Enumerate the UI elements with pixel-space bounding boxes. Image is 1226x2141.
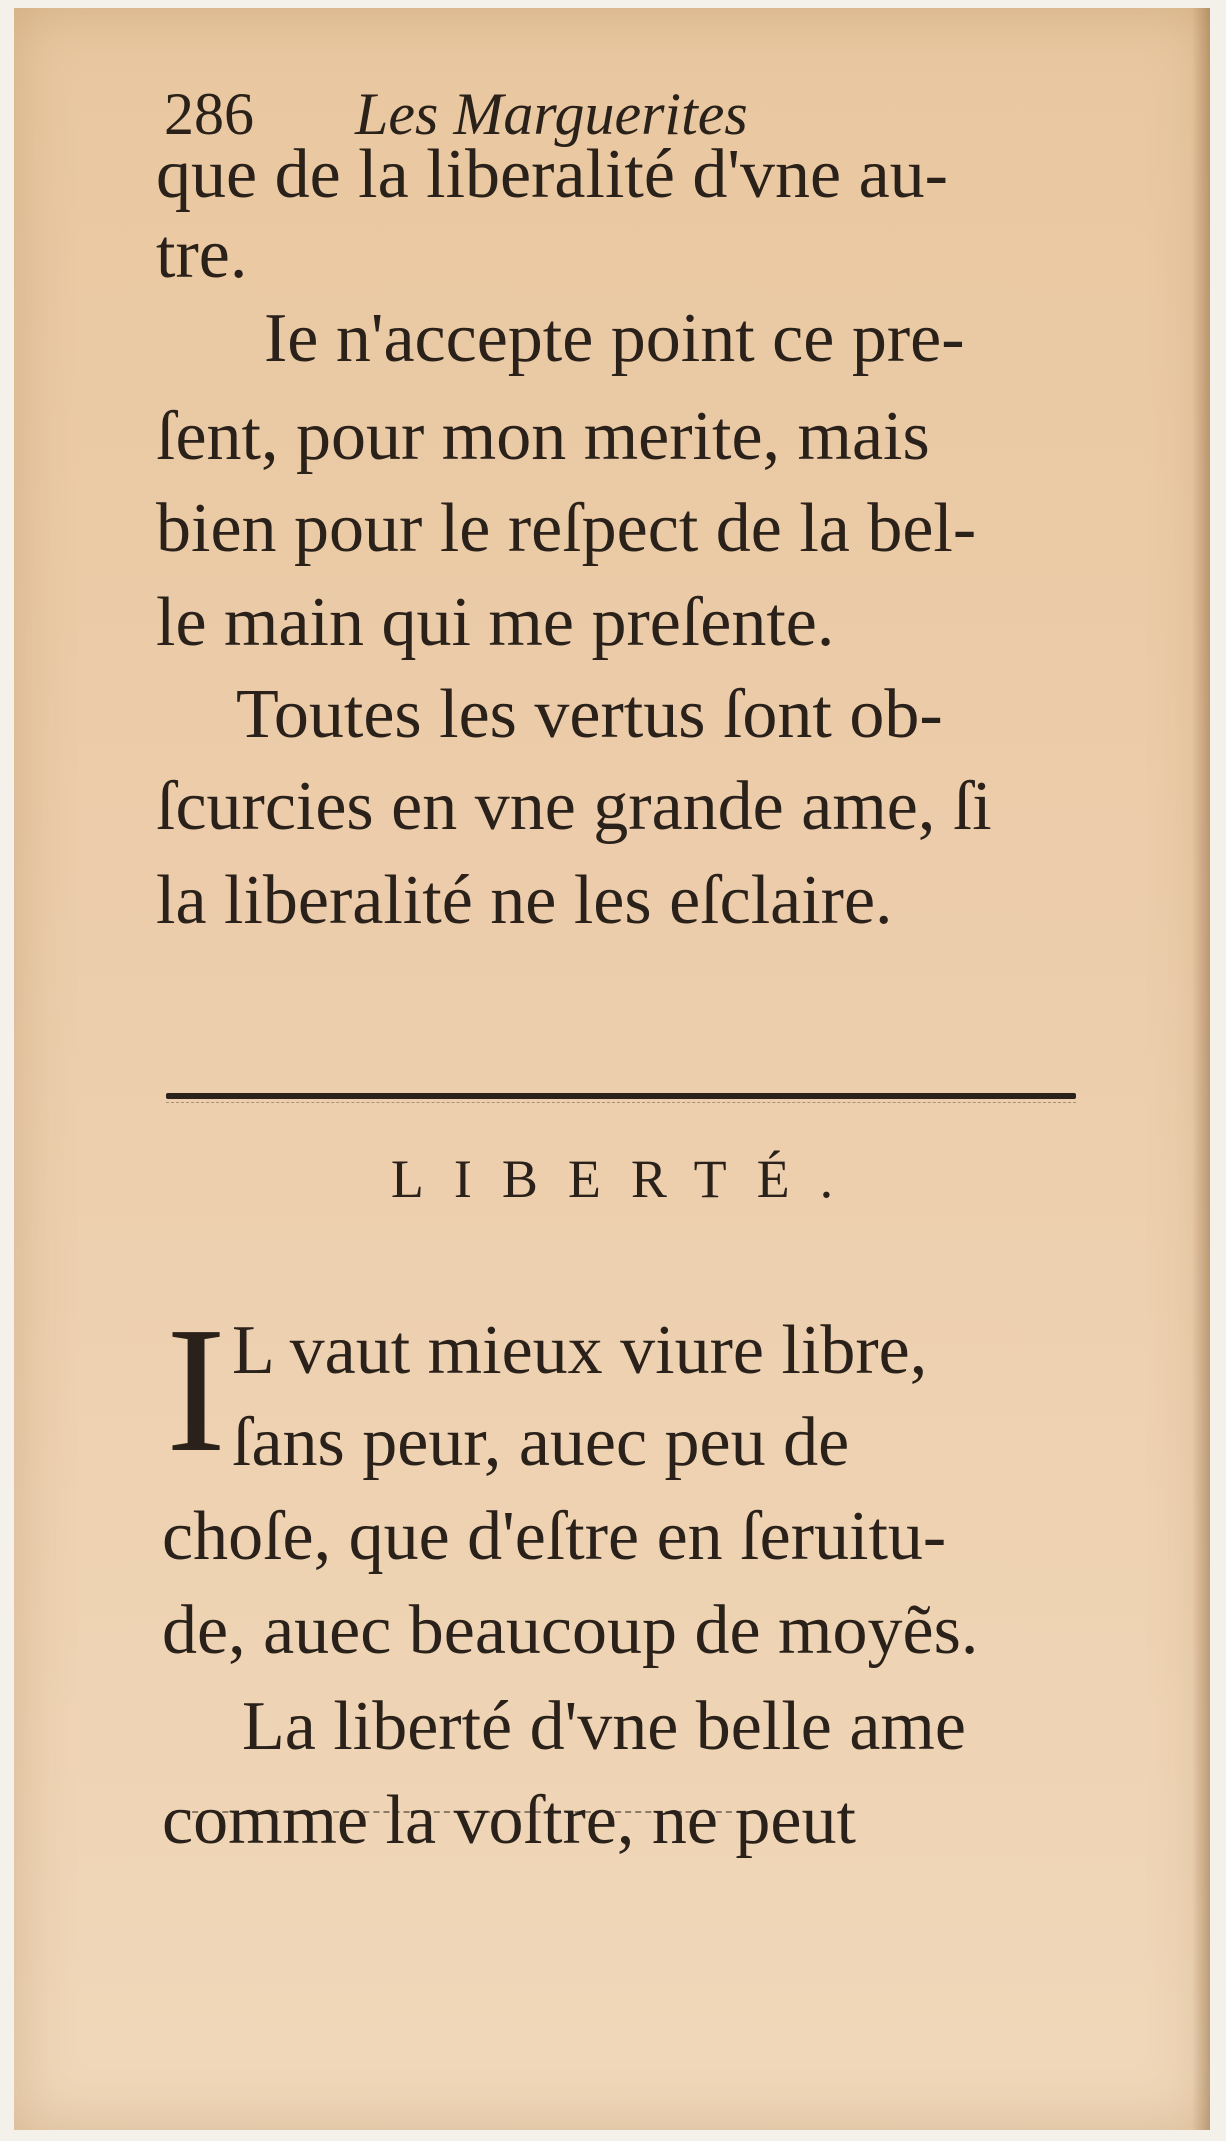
text-line: La liberté d'vne belle ame (242, 1688, 966, 1765)
text-line: que de la liberalité d'vne au- (156, 136, 948, 213)
text-line: le main qui me preſente. (156, 584, 835, 661)
text-line: comme la voſtre, ne peut (162, 1782, 856, 1859)
text-line: L vaut mieux viure libre, (232, 1312, 928, 1389)
text-line: ſans peur, auec peu de (232, 1404, 850, 1481)
text-line: de, auec beaucoup de moyẽs. (162, 1592, 979, 1669)
section-divider (166, 1093, 1076, 1099)
page-edge-shadow (1192, 8, 1210, 2130)
text-line: ſent, pour mon merite, mais (156, 398, 930, 475)
section-heading: LIBERTÉ. (390, 1149, 864, 1209)
page-number: 286 (164, 81, 254, 147)
book-page (14, 8, 1210, 2130)
text-line: bien pour le reſpect de la bel- (156, 490, 977, 567)
text-line: Ie n'accepte point ce pre- (264, 300, 965, 377)
drop-cap: I (166, 1290, 226, 1489)
text-line: tre. (156, 216, 248, 293)
text-line: Toutes les vertus ſont ob- (236, 676, 943, 753)
text-line: ſcurcies en vne grande ame, ſi (156, 768, 992, 845)
text-line: la liberalité ne les eſclaire. (156, 862, 893, 939)
text-line: choſe, que d'eſtre en ſeruitu- (162, 1498, 947, 1575)
catchword-underline (172, 1811, 752, 1813)
running-title: Les Marguerites (355, 81, 748, 147)
